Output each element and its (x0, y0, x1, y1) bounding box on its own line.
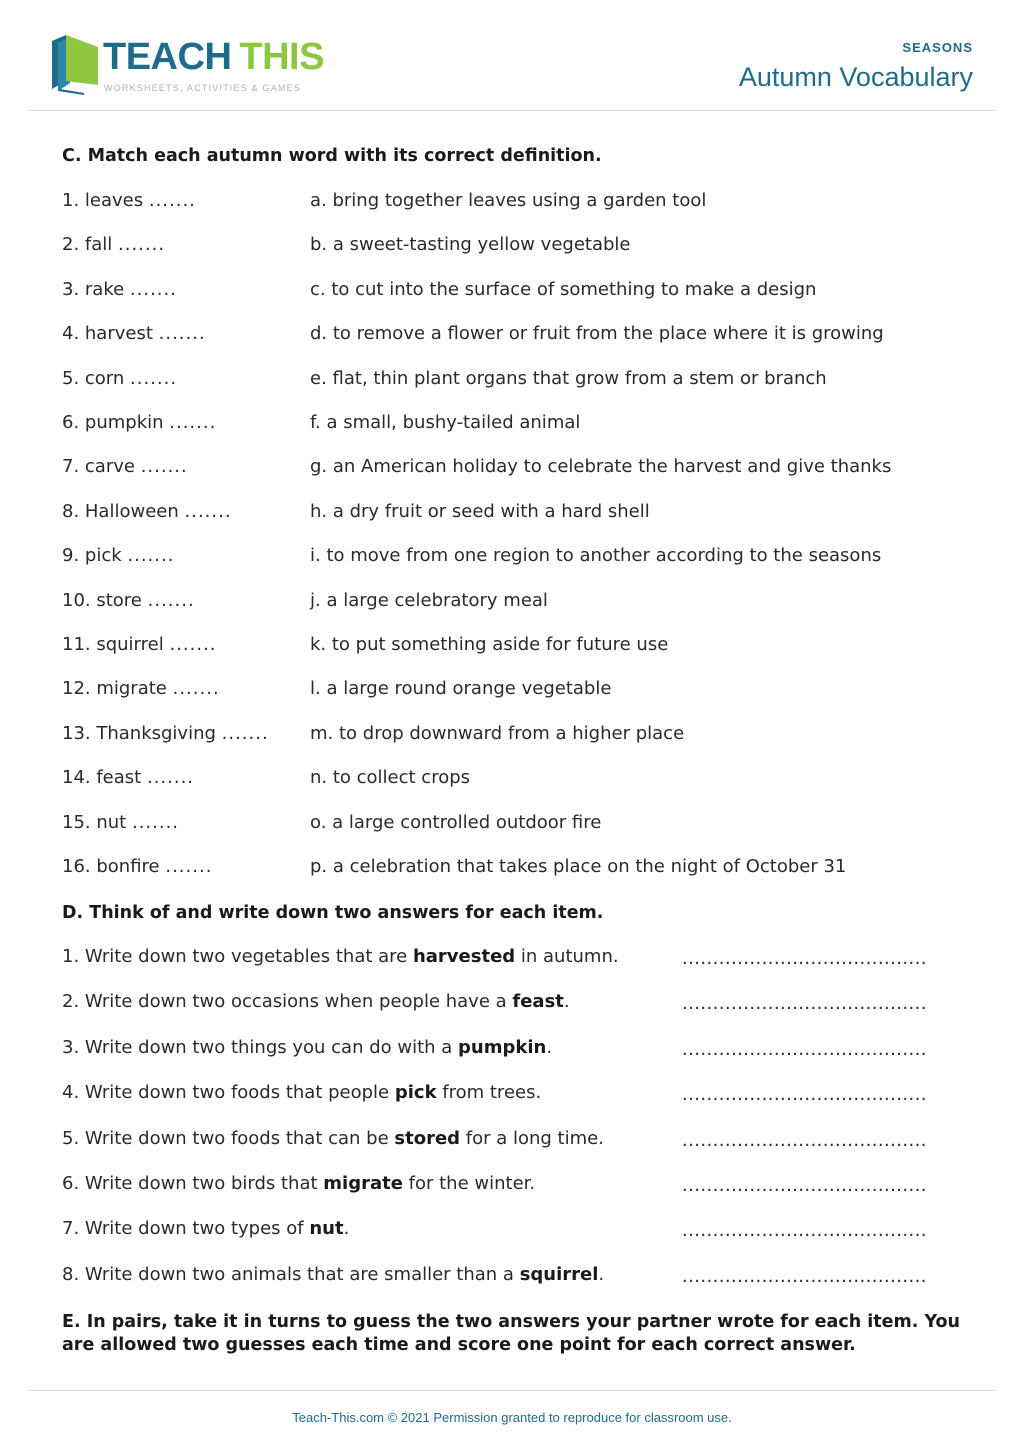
logo-this: THIS (239, 36, 324, 78)
match-word (62, 856, 212, 877)
match-definition: g. an American holiday to celebrate the harvest and give thanks (310, 456, 892, 477)
topic-label: SEASONS (902, 40, 973, 55)
question-item (62, 1082, 541, 1103)
match-word-label: 1. leaves (62, 190, 144, 211)
question-text: 6. Write down two birds that (62, 1173, 324, 1194)
match-definition: j. a large celebratory meal (310, 590, 548, 611)
question-text: 8. Write down two animals that are smaller than a (62, 1264, 520, 1285)
answer-line: ........................................ (682, 1039, 927, 1060)
match-word (62, 279, 177, 300)
answer-blank: ....... (118, 234, 166, 255)
match-word-label: 8. Halloween (62, 501, 179, 522)
question-keyword: squirrel (519, 1264, 599, 1285)
question-keyword: stored (394, 1128, 461, 1149)
match-word (62, 368, 177, 389)
match-word-label: 6. pumpkin (62, 412, 164, 433)
answer-blank: ....... (169, 634, 217, 655)
question-keyword: feast (512, 991, 564, 1012)
answer-blank: ....... (131, 812, 180, 833)
question-text-end: . (546, 1037, 553, 1058)
answer-blank: ....... (140, 456, 188, 477)
match-definition: b. a sweet-tasting yellow vegetable (310, 234, 631, 255)
match-word-label: 14. feast (62, 767, 142, 788)
question-keyword: harvested (412, 946, 516, 967)
match-word (62, 456, 188, 477)
page-title: Autumn Vocabulary (738, 62, 973, 92)
match-word-label: 13. Thanksgiving (62, 723, 216, 744)
book-logo-icon (48, 33, 100, 95)
match-word-label: 12. migrate (62, 678, 167, 699)
match-word-label: 11. squirrel (62, 634, 164, 655)
answer-blank: ....... (146, 767, 195, 788)
answer-blank: ....... (221, 723, 269, 744)
answer-line: ........................................ (682, 1220, 927, 1241)
question-text: 1. Write down two vegetables that are (62, 946, 413, 967)
question-text: 2. Write down two occasions when people have a (62, 991, 513, 1012)
answer-blank: ....... (169, 412, 217, 433)
answer-line: ........................................ (682, 1084, 927, 1105)
question-keyword: pick (394, 1082, 437, 1103)
match-word-label: 5. corn (62, 368, 125, 389)
match-word (62, 190, 196, 211)
match-word (62, 812, 179, 833)
answer-line: ........................................ (682, 993, 927, 1014)
answer-blank: ....... (172, 678, 220, 699)
section-d-heading: D. Think of and write down two answers for each item. (62, 903, 604, 923)
question-item (62, 946, 619, 967)
match-word (62, 234, 165, 255)
question-text-end: from trees. (436, 1082, 542, 1103)
logo-subtitle: WORKSHEETS, ACTIVITIES & GAMES (104, 83, 302, 93)
match-word-label: 15. nut (62, 812, 127, 833)
match-word (62, 501, 232, 522)
question-text-end: in autumn. (515, 946, 619, 967)
match-definition: n. to collect crops (310, 767, 471, 788)
question-text-end: . (343, 1218, 350, 1239)
logo-teach: TEACH (103, 36, 232, 78)
match-word-label: 10. store (62, 590, 142, 611)
match-word (62, 723, 269, 744)
answer-blank: ....... (158, 323, 206, 344)
footer-divider (28, 1390, 996, 1391)
question-item (62, 1264, 604, 1285)
match-word-label: 16. bonfire (62, 856, 160, 877)
answer-blank: ....... (127, 545, 175, 566)
match-word-label: 2. fall (62, 234, 113, 255)
match-word-label: 9. pick (62, 545, 122, 566)
match-word-label: 7. carve (62, 456, 135, 477)
match-word (62, 678, 220, 699)
match-definition: k. to put something aside for future use (310, 634, 669, 655)
answer-blank: ....... (130, 368, 178, 389)
match-word (62, 412, 216, 433)
match-definition: i. to move from one region to another according to the seasons (310, 545, 882, 566)
question-item (62, 1218, 349, 1239)
question-keyword: migrate (323, 1173, 403, 1194)
section-c-heading: C. Match each autumn word with its correct definition. (62, 146, 602, 166)
match-definition: e. flat, thin plant organs that grow from a stem or branch (310, 368, 827, 389)
match-definition: l. a large round orange vegetable (310, 678, 612, 699)
answer-blank: ....... (147, 590, 195, 611)
match-word (62, 545, 174, 566)
logo-wordmark (103, 37, 324, 77)
question-text: 7. Write down two types of (62, 1218, 310, 1239)
question-text: 4. Write down two foods that people (62, 1082, 395, 1103)
answer-line: ........................................ (682, 1130, 927, 1151)
match-word (62, 323, 206, 344)
match-definition: p. a celebration that takes place on the night of October 31 (310, 856, 847, 877)
answer-blank: ....... (148, 190, 196, 211)
match-definition: c. to cut into the surface of something to make a design (310, 279, 817, 300)
answer-blank: ....... (129, 279, 177, 300)
match-definition: f. a small, bushy-tailed animal (310, 412, 581, 433)
answer-line: ........................................ (682, 1175, 927, 1196)
match-definition: h. a dry fruit or seed with a hard shell (310, 501, 650, 522)
match-word (62, 634, 217, 655)
question-item (62, 1128, 604, 1149)
question-item (62, 1037, 552, 1058)
footer-copyright: Teach-This.com © 2021 Permission granted to reproduce for classroom use. (292, 1410, 732, 1425)
match-definition: d. to remove a flower or fruit from the place where it is growing (310, 323, 884, 344)
question-item (62, 1173, 535, 1194)
question-keyword: nut (309, 1218, 344, 1239)
answer-blank: ....... (184, 501, 232, 522)
teach-this-logo (48, 33, 324, 95)
match-definition: o. a large controlled outdoor fire (310, 812, 602, 833)
answer-blank: ....... (165, 856, 213, 877)
page-header (0, 0, 1024, 110)
match-word (62, 590, 195, 611)
question-item (62, 991, 570, 1012)
question-text: 3. Write down two things you can do with a (62, 1037, 459, 1058)
question-text-end: . (598, 1264, 605, 1285)
answer-line: ........................................ (682, 1266, 927, 1287)
header-divider (28, 110, 996, 111)
match-word (62, 767, 194, 788)
question-text-end: for a long time. (460, 1128, 604, 1149)
section-e-instructions: E. In pairs, take it in turns to guess the two answers your partner wrote for each item. You are allowed two guesses each time and score one point for each correct answer. (62, 1312, 961, 1355)
question-text-end: . (563, 991, 570, 1012)
question-text-end: for the winter. (402, 1173, 536, 1194)
match-word-label: 4. harvest (62, 323, 153, 344)
answer-line: ........................................ (682, 948, 927, 969)
question-keyword: pumpkin (458, 1037, 547, 1058)
match-definition: a. bring together leaves using a garden tool (310, 190, 707, 211)
match-word-label: 3. rake (62, 279, 125, 300)
match-definition: m. to drop downward from a higher place (310, 723, 685, 744)
question-text: 5. Write down two foods that can be (62, 1128, 395, 1149)
